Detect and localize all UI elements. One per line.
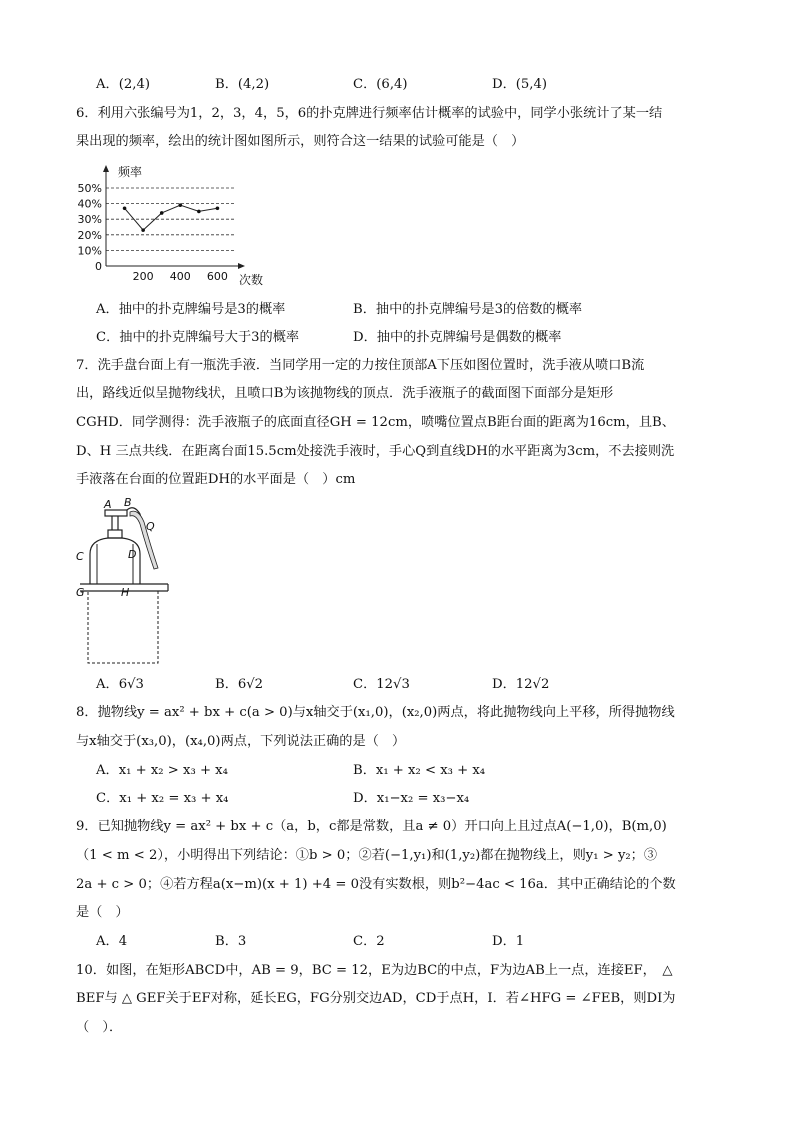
chart-tick-labels [78, 182, 228, 283]
q9-stem-line4: 是（ ） [76, 905, 129, 920]
label-G: G [76, 586, 85, 599]
y-tick-label: 30% [77, 213, 102, 227]
y-tick-label: 50% [77, 182, 102, 195]
q10-stem-line2: BEF与 △ GEF关于EF对称，延长EG，FG分别交边AD，CD于点H，I．若∠HFG = ∠FEB，则DI为 [76, 991, 676, 1006]
data-point [141, 228, 145, 232]
label-H: H [121, 586, 130, 599]
q9-stem-line1: 9．已知抛物线y = ax² + bx + c（a，b，c都是常数，且a ≠ 0）开口向上且过点A(−1,0)，B(m,0) [76, 819, 667, 834]
chart-y-axis-label: 频率 [118, 165, 143, 179]
chart-axes [103, 165, 245, 269]
q8-stem-line2: 与x轴交于(x₃,0)，(x₄,0)两点，下列说法正确的是（ ） [76, 734, 406, 749]
y-tick-label: 0 [95, 260, 102, 273]
q8-option-b: B．x₁ + x₂ < x₃ + x₄ [353, 763, 486, 778]
q7-stem-line5: 手液落在台面的位置距DH的水平面是（ ）cm [76, 472, 356, 487]
q6-stem-line1: 6．利用六张编号为1，2，3，4，5，6的扑克牌进行频率估计概率的试验中，同学小张统计了某一结 [76, 106, 663, 121]
x-axis-arrow [238, 263, 245, 269]
label-B: B [124, 496, 132, 509]
q9-stem-line3: 2a + c > 0；④若方程a(x−m)(x + 1) +4 = 0没有实数根，则b²−4ac < 16a．其中正确结论的个数 [76, 877, 676, 892]
q5-option-a: A．(2,4) [96, 77, 150, 92]
data-point [197, 210, 201, 214]
q8-option-c: C．x₁ + x₂ = x₃ + x₄ [96, 791, 229, 806]
x-tick-label: 200 [132, 270, 154, 283]
q6-option-c: C．抽中的扑克牌编号大于3的概率 [96, 330, 300, 345]
q10-stem-line3: （ ）． [76, 1020, 123, 1035]
q8-stem-line1: 8．抛物线y = ax² + bx + c(a > 0)与x轴交于(x₁,0)，(x₂,0)两点，将此抛物线向上平移，所得抛物线 [76, 705, 675, 720]
bottle-neck [108, 530, 122, 538]
data-point [216, 206, 220, 210]
y-tick-label: 10% [77, 244, 102, 258]
frequency-line-chart [72, 160, 282, 290]
chart-series-line [125, 205, 218, 230]
q6-option-b: B．抽中的扑克牌编号是3的倍数的概率 [353, 302, 583, 317]
data-point [160, 211, 164, 215]
q5-option-d: D．(5,4) [492, 77, 548, 92]
x-tick-label: 400 [169, 270, 191, 283]
q7-stem-line3: CGHD．同学测得：洗手液瓶子的底面直径GH = 12cm，喷嘴位置点B距台面的距离为16cm，且B、 [76, 415, 675, 430]
q9-option-b: B．3 [215, 934, 247, 949]
chart-x-axis-label: 次数 [239, 273, 264, 287]
q6-stem-line2: 果出现的频率，绘出的统计图如图所示，则符合这一结果的试验可能是（ ） [76, 134, 525, 149]
q5-option-b: B．(4,2) [215, 77, 270, 92]
q7-stem-line1: 7．洗手盘台面上有一瓶洗手液．当同学用一定的力按住顶部A下压如图位置时，洗手液从喷口B流 [76, 358, 645, 373]
q9-option-c: C．2 [353, 934, 385, 949]
q7-option-b: B．6√2 [215, 677, 264, 692]
data-point [123, 206, 127, 210]
q5-option-c: C．(6,4) [353, 77, 408, 92]
data-point [178, 203, 182, 207]
q8-option-a: A．x₁ + x₂ > x₃ + x₄ [96, 763, 228, 778]
q7-option-d: D．12√2 [492, 677, 550, 692]
x-tick-label: 600 [206, 270, 228, 283]
label-Q: Q [146, 520, 155, 533]
chart-points [123, 203, 219, 232]
chart-grid [106, 188, 236, 250]
label-A: A [104, 498, 112, 511]
label-D: D [128, 548, 137, 561]
q6-option-d: D．抽中的扑克牌编号是偶数的概率 [353, 330, 562, 345]
q7-option-c: C．12√3 [353, 677, 410, 692]
y-tick-label: 20% [77, 228, 102, 242]
label-C: C [76, 550, 84, 563]
y-axis-arrow [103, 165, 109, 172]
q9-stem-line2: （1 < m < 2），小明得出下列结论：①b > 0；②若(−1,y₁)和(1,y₂)都在抛物线上，则y₁ > y₂；③ [76, 848, 658, 863]
q7-option-a: A．6√3 [96, 677, 144, 692]
q7-stem-line2: 出，路线近似呈抛物线状，且喷口B为该抛物线的顶点．洗手液瓶子的截面图下面部分是矩形 [76, 386, 614, 401]
q9-option-d: D．1 [492, 934, 525, 949]
q9-option-a: A．4 [96, 934, 128, 949]
q10-stem-line1: 10．如图，在矩形ABCD中，AB = 9，BC = 12，E为边BC的中点，F为边AB上一点，连接EF， △ [76, 963, 673, 978]
q7-stem-line4: D、H 三点共线．在距离台面15.5cm处接洗手液时，手心Q到直线DH的水平距离为3cm，不去接则洗 [76, 444, 675, 459]
y-tick-label: 40% [77, 197, 102, 211]
cabinet-dashed [88, 591, 158, 663]
hand-soap-bottle-figure [72, 496, 182, 671]
q8-option-d: D．x₁−x₂ = x₃−x₄ [353, 791, 470, 806]
q6-option-a: A．抽中的扑克牌编号是3的概率 [96, 302, 286, 317]
